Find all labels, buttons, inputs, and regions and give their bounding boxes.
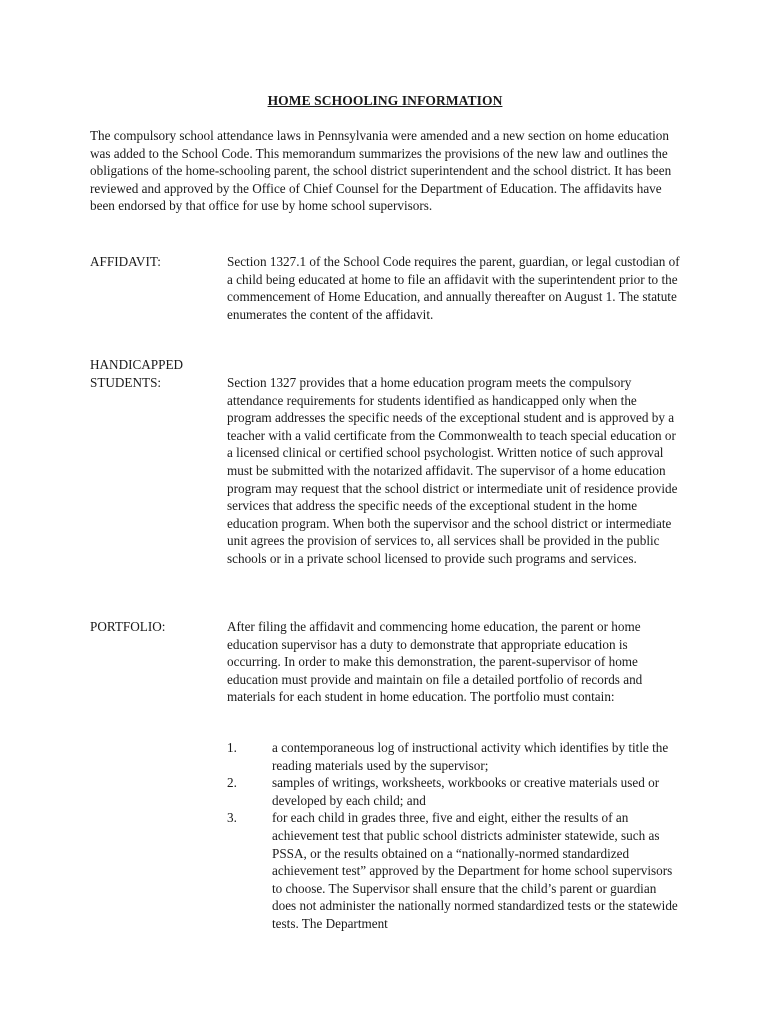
document-title: HOME SCHOOLING INFORMATION <box>267 93 503 108</box>
list-item <box>227 774 683 809</box>
list-item-number: 1. <box>227 740 237 755</box>
portfolio-requirements-list <box>227 739 683 933</box>
list-item <box>227 809 683 932</box>
section-label-handicapped-students: HANDICAPPED STUDENTS: <box>90 357 184 390</box>
section-text-affidavit: Section 1327.1 of the School Code requires the parent, guardian, or legal custodian of a child being educated at home to file an affidavit with the superintendent prior to the commencement of Home Education, and annually thereafter on August 1. The statute enumerates the content of the affidavit. <box>227 254 680 322</box>
intro-paragraph: The compulsory school attendance laws in Pennsylvania were amended and a new section on home education was added to the School Code. This memorandum summarizes the provisions of the new law and outlines the obligations of the home-schooling parent, the school district superintendent and the school district. It has been reviewed and approved by the Office of Chief Counsel for the Department of Education. The affidavits have been endorsed by that office for use by home school supervisors. <box>90 128 672 214</box>
section-label-affidavit: AFFIDAVIT: <box>90 254 161 269</box>
list-item-text: samples of writings, worksheets, workbooks or creative materials used or developed by each child; and <box>272 775 660 808</box>
list-item-text: a contemporaneous log of instructional activity which identifies by title the reading materials used by the supervisor; <box>272 740 669 773</box>
list-item-number: 2. <box>227 775 237 791</box>
section-text-handicapped-students: Section 1327 provides that a home education program meets the compulsory attendance requirements for students identified as handicapped only when the program addresses the specific needs of the exceptional student and is approved by a teacher with a valid certificate from the Commonwealth to teach special education or a licensed clinical or certified school psychologist. Written notice of such approval must be submitted with the notarized affidavit. The supervisor of a home education program may request that the school district or intermediate unit of residence provide services that address the specific needs of the exceptional student in the home education program. When both the supervisor and the school district or intermediate unit agrees the provision of services to, all services shall be provided in the public schools or in a private school licensed to provide such programs and services. <box>227 375 678 566</box>
list-item-number: 3. <box>227 810 237 826</box>
section-text-portfolio: After filing the affidavit and commencing home education, the parent or home education supervisor has a duty to demonstrate that appropriate education is occurring. In order to make this demonstration, the parent-supervisor of home education must provide and maintain on file a detailed portfolio of records and materials for each student in home education. The portfolio must contain: <box>227 619 643 705</box>
list-item <box>227 739 683 774</box>
list-item-text: for each child in grades three, five and eight, either the results of an achievement test that public school districts administer statewide, such as PSSA, or the results obtained on a “nationally-normed standardized achievement test” approved by the Department for home school supervisors to choose. The Supervisor shall ensure that the child’s parent or guardian does not administer the nationally normed standardized tests or the statewide tests. The Department <box>272 810 678 931</box>
section-label-portfolio: PORTFOLIO: <box>90 619 166 634</box>
